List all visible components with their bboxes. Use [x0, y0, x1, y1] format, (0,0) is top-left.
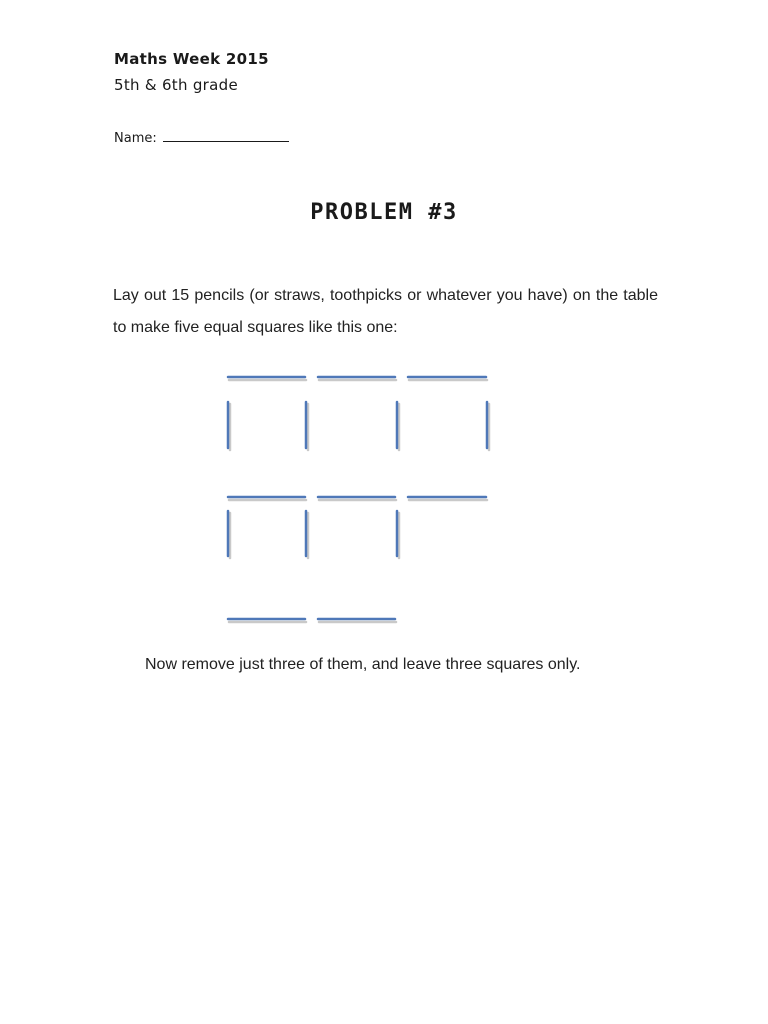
worksheet-title: Maths Week 2015 [114, 50, 269, 68]
problem-instructions: Lay out 15 pencils (or straws, toothpicks or whatever you have) on the table to make five equal squares like this one: [113, 287, 658, 336]
name-label: Name: [114, 131, 157, 146]
problem-heading: PROBLEM #3 [310, 200, 458, 225]
problem-followup: Now remove just three of them, and leave three squares only. [145, 656, 581, 673]
grade-label: 5th & 6th grade [114, 76, 238, 94]
